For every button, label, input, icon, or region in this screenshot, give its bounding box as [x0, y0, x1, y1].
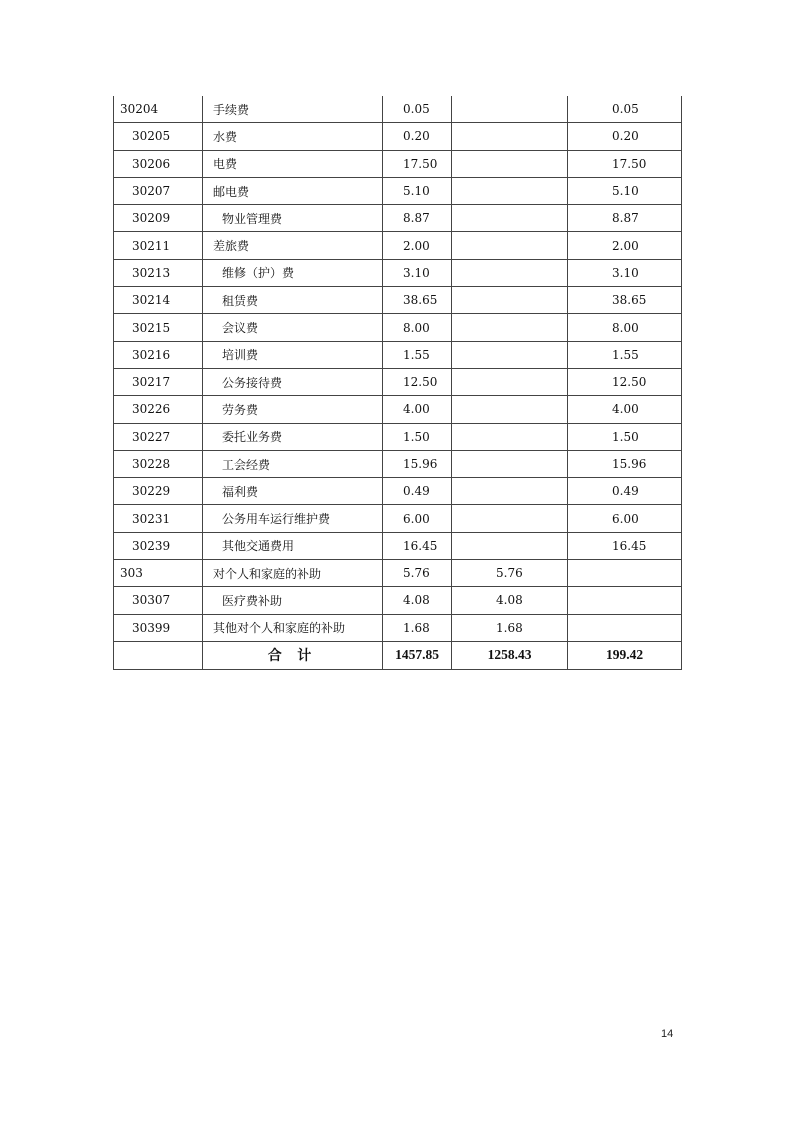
- account-name-cell: 电费: [203, 150, 383, 177]
- basic-expenditure-cell: [452, 478, 568, 505]
- total-basic-amount: 1258.43: [452, 641, 568, 669]
- basic-expenditure-cell: [452, 205, 568, 232]
- account-code-cell: 30217: [114, 368, 203, 395]
- total-cell: 5.10: [383, 177, 452, 204]
- account-name-cell: 其他对个人和家庭的补助: [203, 614, 383, 641]
- account-code-cell: 30216: [114, 341, 203, 368]
- table-row: [114, 341, 682, 368]
- table-row: [114, 587, 682, 614]
- basic-expenditure-cell: [452, 287, 568, 314]
- total-project-amount: 199.42: [568, 641, 682, 669]
- basic-expenditure-cell: [452, 532, 568, 559]
- total-row: [114, 641, 682, 669]
- total-cell: 1.50: [383, 423, 452, 450]
- account-code-cell: 30228: [114, 450, 203, 477]
- total-cell: 0.49: [383, 478, 452, 505]
- account-name-cell: 福利费: [203, 478, 383, 505]
- project-expenditure-cell: 17.50: [568, 150, 682, 177]
- total-cell: 8.87: [383, 205, 452, 232]
- account-name-cell: 邮电费: [203, 177, 383, 204]
- total-cell: 1.55: [383, 341, 452, 368]
- project-expenditure-cell: 38.65: [568, 287, 682, 314]
- table-row: [114, 614, 682, 641]
- project-expenditure-cell: [568, 587, 682, 614]
- project-expenditure-cell: [568, 614, 682, 641]
- project-expenditure-cell: 8.00: [568, 314, 682, 341]
- table-row: [114, 205, 682, 232]
- account-name-cell: 手续费: [203, 96, 383, 123]
- total-code-cell: [114, 641, 203, 669]
- account-name-cell: 差旅费: [203, 232, 383, 259]
- account-code-cell: 30205: [114, 123, 203, 150]
- account-name-cell: 公务用车运行维护费: [203, 505, 383, 532]
- account-code-cell: 30229: [114, 478, 203, 505]
- total-cell: 15.96: [383, 450, 452, 477]
- account-name-cell: 工会经费: [203, 450, 383, 477]
- basic-expenditure-cell: [452, 314, 568, 341]
- total-cell: 8.00: [383, 314, 452, 341]
- account-name-cell: 其他交通费用: [203, 532, 383, 559]
- basic-expenditure-cell: [452, 368, 568, 395]
- account-name-cell: 委托业务费: [203, 423, 383, 450]
- table-row: [114, 150, 682, 177]
- total-amount: 1457.85: [383, 641, 452, 669]
- project-expenditure-cell: 8.87: [568, 205, 682, 232]
- basic-expenditure-cell: [452, 96, 568, 123]
- project-expenditure-cell: 16.45: [568, 532, 682, 559]
- total-cell: 1.68: [383, 614, 452, 641]
- basic-expenditure-cell: [452, 123, 568, 150]
- total-cell: 2.00: [383, 232, 452, 259]
- table-row: [114, 423, 682, 450]
- table-row: [114, 560, 682, 587]
- account-code-cell: 30214: [114, 287, 203, 314]
- project-expenditure-cell: 4.00: [568, 396, 682, 423]
- basic-expenditure-cell: [452, 177, 568, 204]
- total-cell: 12.50: [383, 368, 452, 395]
- account-name-cell: 租赁费: [203, 287, 383, 314]
- project-expenditure-cell: [568, 560, 682, 587]
- account-name-cell: 维修（护）费: [203, 259, 383, 286]
- account-name-cell: 物业管理费: [203, 205, 383, 232]
- basic-expenditure-cell: [452, 150, 568, 177]
- table-row: [114, 232, 682, 259]
- project-expenditure-cell: 0.49: [568, 478, 682, 505]
- basic-expenditure-cell: [452, 396, 568, 423]
- table-row: [114, 259, 682, 286]
- page-number: 14: [661, 1028, 674, 1040]
- basic-expenditure-cell: [452, 232, 568, 259]
- account-code-cell: 30307: [114, 587, 203, 614]
- table-row: [114, 368, 682, 395]
- account-name-cell: 水费: [203, 123, 383, 150]
- account-code-cell: 30209: [114, 205, 203, 232]
- project-expenditure-cell: 15.96: [568, 450, 682, 477]
- basic-expenditure-cell: [452, 341, 568, 368]
- total-cell: 38.65: [383, 287, 452, 314]
- account-code-cell: 30399: [114, 614, 203, 641]
- total-cell: 6.00: [383, 505, 452, 532]
- account-code-cell: 30231: [114, 505, 203, 532]
- project-expenditure-cell: 1.55: [568, 341, 682, 368]
- project-expenditure-cell: 3.10: [568, 259, 682, 286]
- account-code-cell: 30213: [114, 259, 203, 286]
- table-row: [114, 287, 682, 314]
- total-cell: 3.10: [383, 259, 452, 286]
- table-row: [114, 314, 682, 341]
- project-expenditure-cell: 2.00: [568, 232, 682, 259]
- basic-expenditure-cell: [452, 505, 568, 532]
- account-code-cell: 303: [114, 560, 203, 587]
- account-name-cell: 劳务费: [203, 396, 383, 423]
- total-cell: 0.05: [383, 96, 452, 123]
- basic-expenditure-cell: 1.68: [452, 614, 568, 641]
- table-row: [114, 177, 682, 204]
- table-row: [114, 96, 682, 123]
- total-cell: 4.08: [383, 587, 452, 614]
- account-name-cell: 医疗费补助: [203, 587, 383, 614]
- project-expenditure-cell: 0.20: [568, 123, 682, 150]
- basic-expenditure-cell: 4.08: [452, 587, 568, 614]
- account-code-cell: 30215: [114, 314, 203, 341]
- account-code-cell: 30211: [114, 232, 203, 259]
- total-cell: 0.20: [383, 123, 452, 150]
- account-name-cell: 培训费: [203, 341, 383, 368]
- total-label: 合 计: [203, 641, 383, 669]
- account-code-cell: 30207: [114, 177, 203, 204]
- project-expenditure-cell: 5.10: [568, 177, 682, 204]
- table-row: [114, 532, 682, 559]
- account-code-cell: 30204: [114, 96, 203, 123]
- expenditure-table: [113, 96, 682, 670]
- total-cell: 16.45: [383, 532, 452, 559]
- project-expenditure-cell: 6.00: [568, 505, 682, 532]
- account-code-cell: 30226: [114, 396, 203, 423]
- basic-expenditure-cell: [452, 259, 568, 286]
- account-code-cell: 30239: [114, 532, 203, 559]
- basic-expenditure-cell: [452, 450, 568, 477]
- account-name-cell: 会议费: [203, 314, 383, 341]
- table-row: [114, 450, 682, 477]
- table-row: [114, 478, 682, 505]
- basic-expenditure-cell: 5.76: [452, 560, 568, 587]
- total-cell: 4.00: [383, 396, 452, 423]
- account-code-cell: 30227: [114, 423, 203, 450]
- table-row: [114, 396, 682, 423]
- project-expenditure-cell: 12.50: [568, 368, 682, 395]
- account-name-cell: 对个人和家庭的补助: [203, 560, 383, 587]
- table-row: [114, 123, 682, 150]
- account-name-cell: 公务接待费: [203, 368, 383, 395]
- account-code-cell: 30206: [114, 150, 203, 177]
- total-cell: 5.76: [383, 560, 452, 587]
- basic-expenditure-cell: [452, 423, 568, 450]
- table-row: [114, 505, 682, 532]
- project-expenditure-cell: 1.50: [568, 423, 682, 450]
- expenditure-table-body: [114, 96, 682, 669]
- total-cell: 17.50: [383, 150, 452, 177]
- project-expenditure-cell: 0.05: [568, 96, 682, 123]
